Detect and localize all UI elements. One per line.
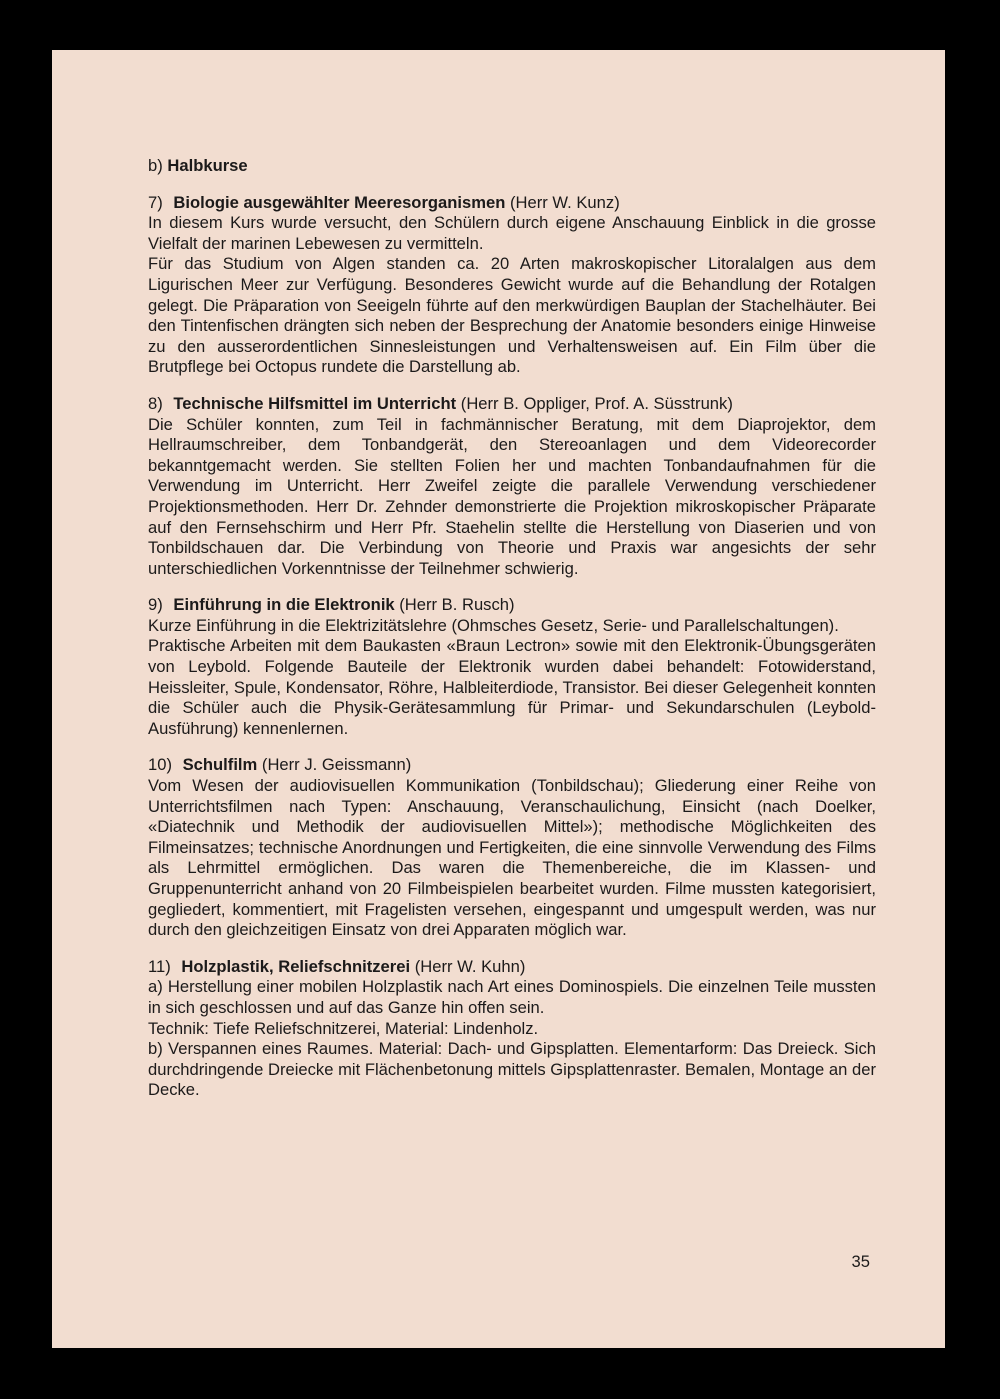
course-paragraph: Die Schüler konnten, zum Teil in fachmännischer Beratung, mit dem Diaprojektor, dem Hellraumschreiber, dem Tonbandgerät, den Stereoanlagen und dem Videorecorder bekanntgemacht werden. Sie stellten Folien her und machten Tonbandaufnahmen für die Verwendung im Unterricht. Herr Zweifel zeigte die parallele Verwendung verschiedener Projektionsmethoden. Herr Dr. Zehnder demonstrierte die Projektion mikroskopischer Präparate auf den Fernsehschirm und Herr Pfr. Staehelin stellte die Herstellung von Diaserien und von Tonbildschauen dar. Die Verbindung von Theorie und Praxis war angesichts der sehr unterschiedlichen Vorkenntnisse der Teilnehmer schwierig. <box>148 414 876 578</box>
course-title: Schulfilm <box>182 755 258 775</box>
course-number: 9) <box>148 595 163 615</box>
course-11 <box>148 957 876 1101</box>
course-10 <box>148 755 876 940</box>
course-9 <box>148 595 876 739</box>
course-paragraph: Kurze Einführung in die Elektrizitätslehre (Ohmsches Gesetz, Serie- und Parallelschaltungen). <box>148 615 839 635</box>
course-teacher: (Herr B. Oppliger, Prof. A. Süsstrunk) <box>460 393 733 413</box>
course-heading <box>148 394 876 415</box>
course-teacher: (Herr W. Kunz) <box>510 192 620 212</box>
section-label: b) <box>148 156 163 175</box>
course-teacher: (Herr J. Geissmann) <box>261 755 412 775</box>
course-paragraph: Praktische Arbeiten mit dem Baukasten «Braun Lectron» sowie mit den Elektronik-Übungsgeräten von Leybold. Folgende Bauteile der Elektronik wurden dabei behandelt: Fotowiderstand, Heissleiter, Spule, Kondensator, Röhre, Halbleiterdiode, Transistor. Bei dieser Gelegenheit konnten die Schüler auch die Physik-Gerätesammlung für Primar- und Sekundarschulen (Leybold-Ausführung) kennenlernen. <box>148 636 876 738</box>
course-title: Biologie ausgewählter Meeresorganismen <box>173 192 506 212</box>
course-number: 7) <box>148 192 163 212</box>
course-teacher: (Herr W. Kuhn) <box>414 956 526 976</box>
course-paragraph: Für das Studium von Algen standen ca. 20 Arten makroskopischer Litoralalgen aus dem Ligurischen Meer zur Verfügung. Besonderes Gewicht wurde auf die Behandlung der Rotalgen gelegt. Die Präparation von Seeigeln führte auf den merkwürdigen Bauplan der Stachelhäuter. Bei den Tintenfischen drängten sich neben der Besprechung der Anatomie besonders einige Hinweise zu den ausserordentlichen Sinnesleistungen und Verhaltensweisen auf. Ein Film über die Brutpflege bei Octopus rundete die Darstellung ab. <box>148 254 876 377</box>
course-paragraph: In diesem Kurs wurde versucht, den Schülern durch eigene Anschauung Einblick in die grosse Vielfalt der marinen Lebewesen zu vermitteln. <box>148 213 876 253</box>
course-title: Holzplastik, Reliefschnitzerei <box>181 956 411 976</box>
section-title: Halbkurse <box>167 156 248 175</box>
course-number: 8) <box>148 393 163 413</box>
course-paragraph: Technik: Tiefe Reliefschnitzerei, Material: Lindenholz. <box>148 1018 539 1038</box>
course-number: 10) <box>148 755 172 775</box>
page-number: 35 <box>851 1252 870 1271</box>
course-number: 11) <box>148 956 171 976</box>
course-paragraph: Vom Wesen der audiovisuellen Kommunikation (Tonbildschau); Gliederung einer Reihe von Unterrichtsfilmen nach Typen: Anschauung, Veranschaulichung, Einsicht (nach Doelker, «Diatechnik und Methodik der audiovisuellen Mittel»); methodische Möglichkeiten des Filmeinsatzes; technische Anordnungen und Fertigkeiten, die eine sinnvolle Verwendung des Films als Lehrmittel ermöglichen. Das waren die Themenbereiche, die im Klassen- und Gruppenunterricht anhand von 20 Filmbeispielen bearbeitet wurden. Filme mussten kategorisiert, gegliedert, kommentiert, mit Fragelisten versehen, eingespannt und umgespult werden, was nur durch den gleichzeitigen Einsatz von drei Apparaten möglich war. <box>148 776 876 940</box>
document-page <box>52 50 945 1348</box>
course-heading <box>148 595 876 616</box>
course-heading <box>148 193 876 214</box>
course-paragraph: a) Herstellung einer mobilen Holzplastik nach Art eines Dominospiels. Die einzelnen Teile mussten in sich geschlossen und auf das Ganze hin offen sein. <box>148 977 876 1017</box>
course-paragraph: b) Verspannen eines Raumes. Material: Dach- und Gipsplatten. Elementarform: Das Dreieck. Sich durchdringende Dreiecke mit Flächenbetonung mittels Gipsplattenraster. Bemalen, Montage an der Decke. <box>148 1039 876 1100</box>
page-content <box>148 156 876 1117</box>
section-heading <box>148 156 876 177</box>
course-heading <box>148 755 876 776</box>
course-8 <box>148 394 876 579</box>
course-7 <box>148 193 876 378</box>
course-heading <box>148 957 876 978</box>
course-title: Einführung in die Elektronik <box>173 595 395 615</box>
course-teacher: (Herr B. Rusch) <box>399 595 515 615</box>
course-title: Technische Hilfsmittel im Unterricht <box>173 393 457 413</box>
